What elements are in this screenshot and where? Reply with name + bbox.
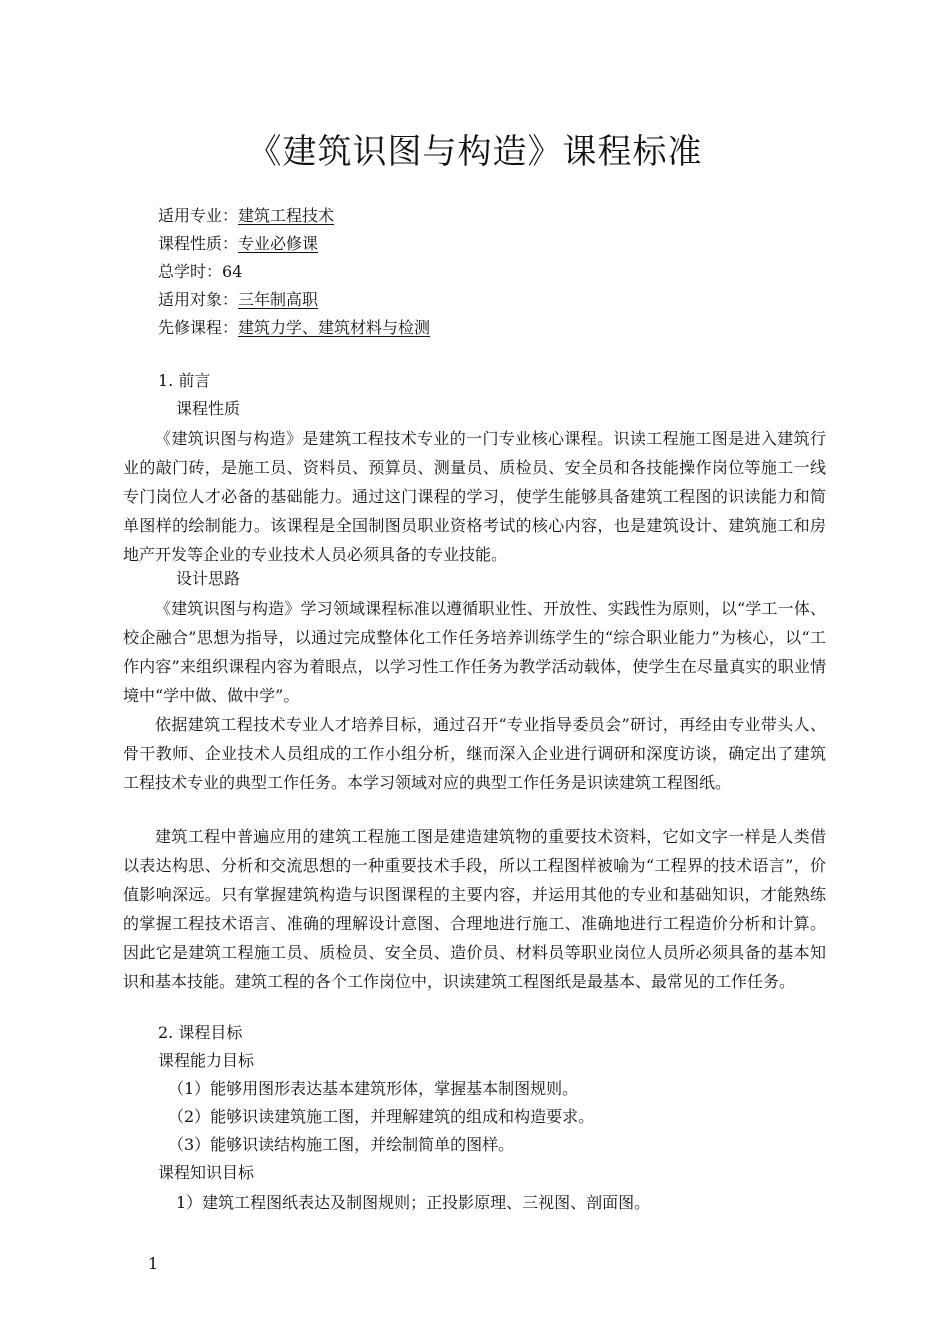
meta-value: 专业必修课 <box>238 234 319 253</box>
meta-value: 建筑工程技术 <box>238 206 335 225</box>
section-heading-objectives: 2. 课程目标 <box>158 1023 243 1042</box>
subheading-knowledge-objectives: 课程知识目标 <box>158 1163 255 1182</box>
meta-row-audience <box>158 289 318 311</box>
meta-value: 64 <box>222 262 243 281</box>
meta-label: 适用对象： <box>158 290 239 309</box>
list-item: （3）能够识读结构施工图，并绘制简单的图样。 <box>168 1135 515 1154</box>
list-item: （2）能够识读建筑施工图，并理解建筑的组成和构造要求。 <box>168 1107 595 1126</box>
meta-row-nature <box>158 233 318 255</box>
meta-label: 先修课程： <box>158 318 239 337</box>
meta-row-prerequisites <box>158 317 430 339</box>
meta-label: 总学时： <box>158 262 223 281</box>
paragraph-course-nature: 《建筑识图与构造》是建筑工程技术专业的一门专业核心课程。识读工程施工图是进入建筑行业的敲门砖，是施工员、资料员、预算员、测量员、质检员、安全员和各技能操作岗位等施工一线专门岗位人才必备的基础能力。通过这门课程的学习，使学生能够具备建筑工程图的识读能力和简单图样的绘制能力。该课程是全国制图员职业资格考试的核心内容，也是建筑设计、建筑施工和房地产开发等企业的专业技术人员必须具备的专业技能。 <box>123 429 826 564</box>
meta-row-hours <box>158 261 242 283</box>
meta-value: 三年制高职 <box>238 290 319 309</box>
subheading-course-nature: 课程性质 <box>176 399 241 418</box>
meta-label: 适用专业： <box>158 206 239 225</box>
list-item: 1）建筑工程图纸表达及制图规则；正投影原理、三视图、剖面图。 <box>176 1193 651 1212</box>
meta-row-major <box>158 205 334 227</box>
subheading-design-idea: 设计思路 <box>176 569 241 588</box>
subheading-ability-objectives: 课程能力目标 <box>158 1051 255 1070</box>
paragraph-design-idea: 《建筑识图与构造》学习领域课程标准以遵循职业性、开放性、实践性为原则，以“学工一体、校企融合”思想为指导，以通过完成整体化工作任务培养训练学生的“综合职业能力”为核心，以“工作内容”来组织课程内容为着眼点，以学习性工作任务为教学活动载体，使学生在尽量真实的职业情境中“学中做、做中学”。 <box>123 599 826 705</box>
page-number: 1 <box>148 1254 159 1273</box>
paragraph-importance: 建筑工程中普遍应用的建筑工程施工图是建造建筑物的重要技术资料，它如文字一样是人类借以表达构思、分析和交流思想的一种重要技术手段，所以工程图样被喻为“工程界的技术语言”，价值影响深远。只有掌握建筑构造与识图课程的主要内容，并运用其他的专业和基础知识，才能熟练的掌握工程技术语言、准确的理解设计意图、合理地进行施工、准确地进行工程造价分析和计算。因此它是建筑工程施工员、质检员、安全员、造价员、材料员等职业岗位人员所必须具备的基本知识和基本技能。建筑工程的各个工作岗位中，识读建筑工程图纸是最基本、最常见的工作任务。 <box>123 827 826 991</box>
meta-value: 建筑力学、建筑材料与检测 <box>238 318 431 337</box>
section-heading-preface: 1. 前言 <box>158 371 211 390</box>
list-item: （1）能够用图形表达基本建筑形体，掌握基本制图规则。 <box>168 1079 579 1098</box>
paragraph-typical-tasks: 依据建筑工程技术专业人才培养目标，通过召开“专业指导委员会”研讨，再经由专业带头人、骨干教师、企业技术人员组成的工作小组分析，继而深入企业进行调研和深度访谈，确定出了建筑工程技术专业的典型工作任务。本学习领域对应的典型工作任务是识读建筑工程图纸。 <box>123 715 826 792</box>
meta-label: 课程性质： <box>158 234 239 253</box>
document-title: 《建筑识图与构造》课程标准 <box>247 132 703 172</box>
